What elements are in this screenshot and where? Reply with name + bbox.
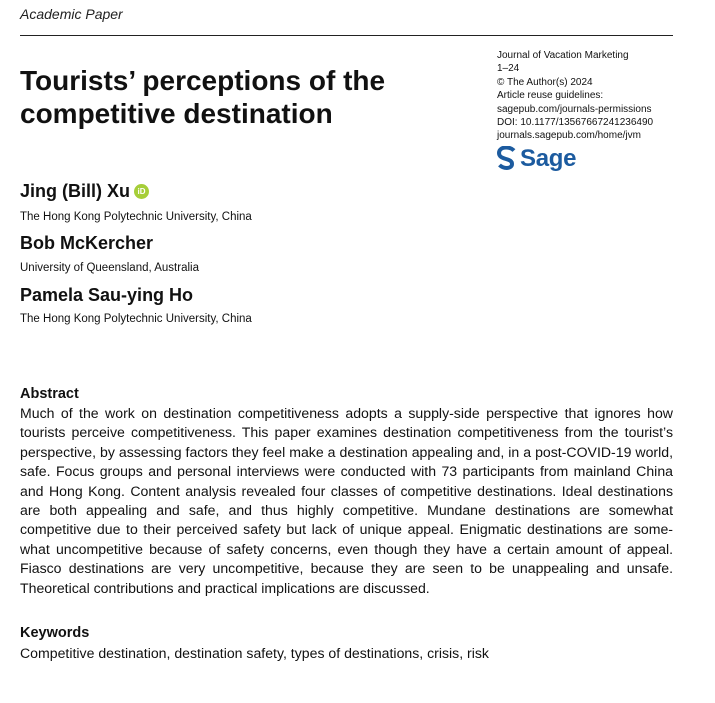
author-3-affiliation: The Hong Kong Polytechnic University, China: [20, 313, 252, 325]
author-1-affiliation: The Hong Kong Polytechnic University, China: [20, 211, 252, 223]
abstract-heading: Abstract: [20, 386, 79, 402]
author-3: Pamela Sau-ying Ho: [20, 285, 194, 305]
keywords-text: Competitive destination, destination safety, types of destinations, crisis, risk: [20, 645, 489, 661]
permissions-link[interactable]: sagepub.com/journals-permissions: [497, 103, 652, 115]
author-2-affiliation: University of Queensland, Australia: [20, 262, 199, 274]
reuse-guidelines-label: Article reuse guidelines:: [497, 90, 604, 102]
publisher-name: Sage: [520, 145, 577, 172]
author-name: Jing (Bill) Xu: [20, 181, 130, 201]
keywords-heading: Keywords: [20, 625, 90, 641]
sage-s-icon: [497, 146, 517, 172]
paper-title: Tourists’ perceptions of the competitive destination: [20, 65, 386, 129]
header-divider: [20, 35, 673, 36]
doi[interactable]: DOI: 10.1177/13567667241236490: [497, 117, 654, 129]
page-range: 1–24: [497, 63, 520, 75]
author-1: [20, 181, 149, 202]
copyright: © The Author(s) 2024: [497, 76, 593, 88]
sage-logo: [497, 145, 576, 173]
section-label: Academic Paper: [20, 6, 123, 22]
abstract-text: Much of the work on destination competitiveness adopts a supply-side perspective that ignores how tourists perceive competitiveness. This paper examines destination competitiveness from the tourist’s perspective, by assessing factors they feel make a destination appealing and, in a post-COVID-19 world, safe. Focus groups and personal interviews were conducted with 73 participants from mainland China and Hong Kong. Content analysis revealed four classes of competitive destinations. Ideal destinations are both appealing and safe, and thus highly competitive. Mundane destinations are somewhat competitive due to their perceived safety but lack of unique appeal. Enigmatic destinations are somewhat uncompetitive because of safety concerns, even though they have a certain amount of appeal. Fiasco destinations are very uncompetitive, because they are seen to be unappealing and unsafe. Theoretical contributions and practical implications are discussed.: [20, 405, 673, 596]
journal-info: [497, 49, 697, 143]
journal-home-link[interactable]: journals.sagepub.com/home/jvm: [497, 130, 641, 142]
orcid-icon[interactable]: iD: [134, 184, 149, 199]
journal-name: Journal of Vacation Marketing: [497, 50, 629, 61]
author-2: Bob McKercher: [20, 233, 154, 253]
